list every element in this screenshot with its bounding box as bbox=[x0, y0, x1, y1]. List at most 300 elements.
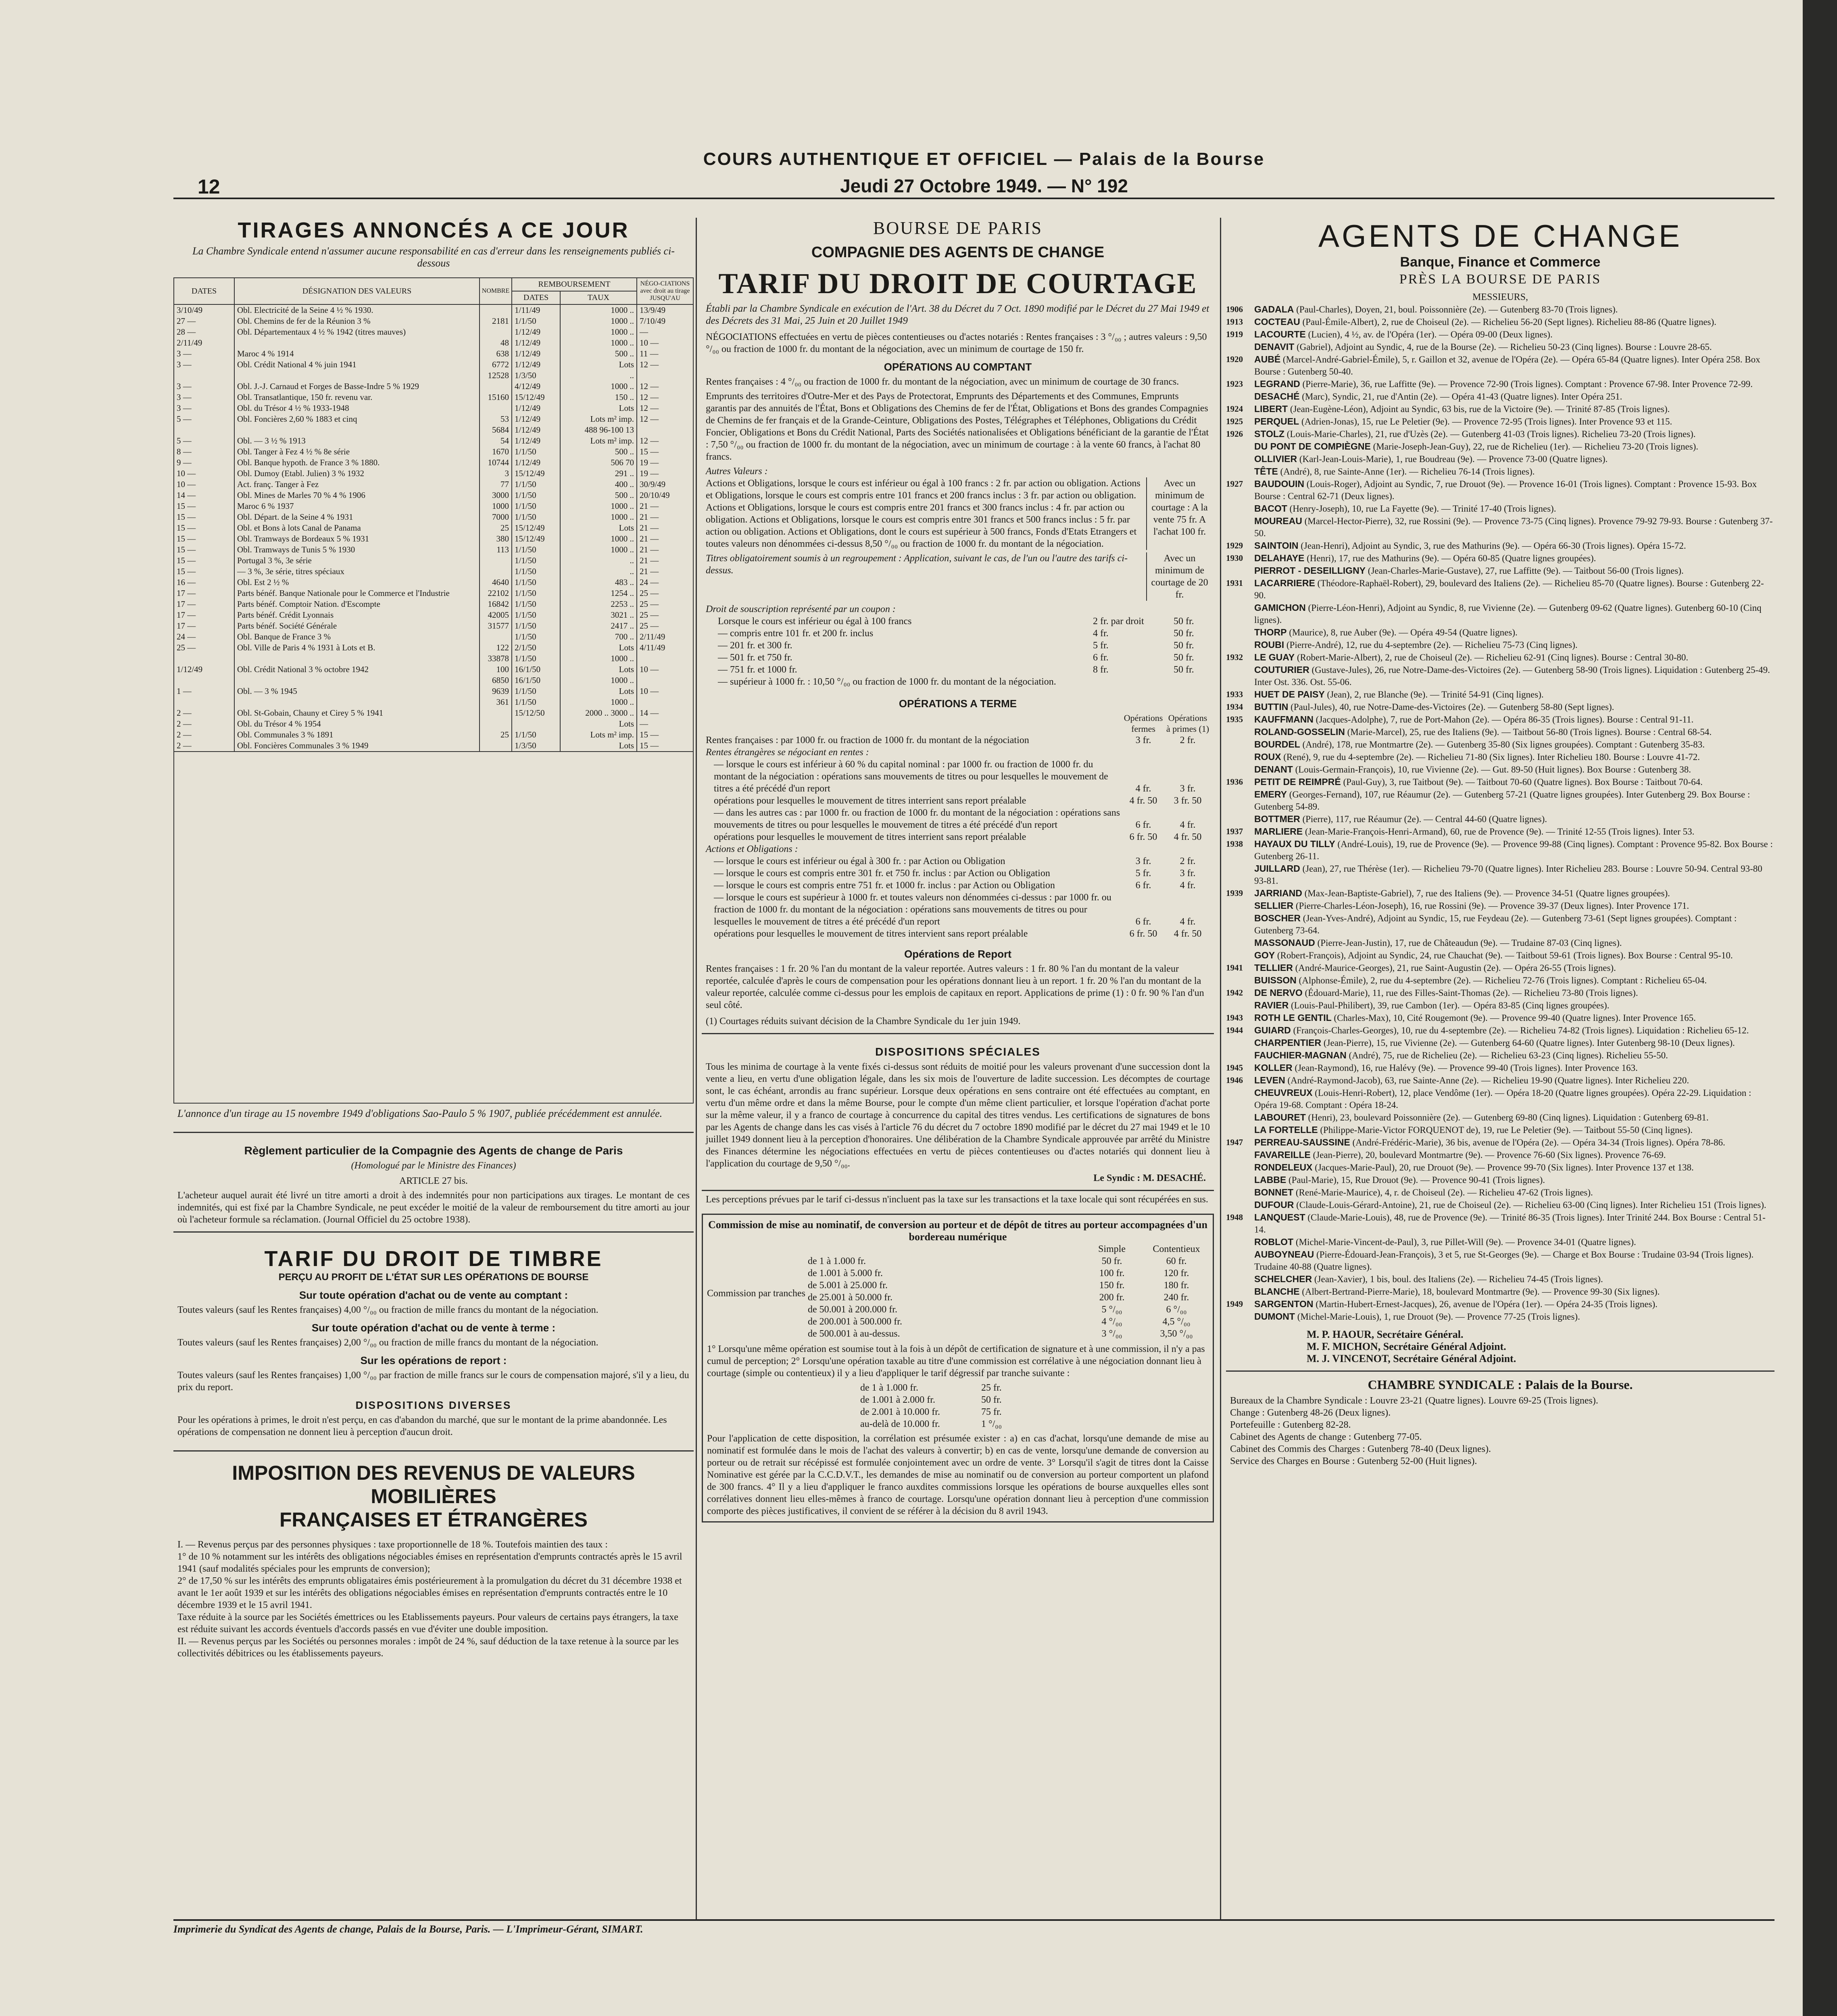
agent-entry bbox=[1226, 502, 1774, 515]
agent-details: (Pierre-Léon-Henri), Adjoint au Syndic, 8, rue Vivienne (2e). — Gutenberg 09-62 (Quatre lignes). Gutenberg 60-10 (Cinq lignes). bbox=[1254, 603, 1762, 625]
agent-body bbox=[1254, 1087, 1774, 1111]
table-row bbox=[174, 523, 693, 533]
agent-body bbox=[1254, 1186, 1593, 1199]
agent-name: BACOT bbox=[1254, 503, 1287, 514]
degressif-row bbox=[860, 1394, 1209, 1406]
agent-name: BUISSON bbox=[1254, 975, 1297, 985]
agent-year bbox=[1226, 1161, 1254, 1174]
tariff-ferme: 6 fr. bbox=[1135, 820, 1151, 830]
agent-entry bbox=[1226, 788, 1774, 813]
reglement-title: Règlement particulier de la Compagnie des Agents de change de Paris bbox=[244, 1144, 623, 1157]
agent-year bbox=[1226, 937, 1254, 949]
agent-year: 1949 bbox=[1226, 1299, 1243, 1309]
agent-name: STOLZ bbox=[1254, 429, 1284, 439]
timbre-s4: DISPOSITIONS DIVERSES bbox=[355, 1399, 512, 1411]
row-nombre: 361 bbox=[480, 697, 512, 708]
page-edge bbox=[1803, 0, 1837, 2016]
commission-simple: 100 fr. bbox=[1099, 1268, 1125, 1279]
row-remb-taux: 1254 .. bbox=[560, 588, 637, 599]
timbre-title: TARIF DU DROIT DE TIMBRE bbox=[264, 1247, 603, 1271]
agent-details: (Pierre-Marie), 36, rue Laffitte (9e). — Provence 72-90 (Trois lignes). Comptant : Provence 67-98. Inter Provence 72-99. bbox=[1302, 379, 1753, 389]
agent-details: (Michel-Marie-Louis), 1, rue Drouot (9e). — Provence 77-25 (Trois lignes). bbox=[1297, 1312, 1580, 1322]
agent-entry bbox=[1226, 962, 1774, 974]
agent-details: (Jean-Yves-André), Adjoint au Syndic, 15, rue Feydeau (2e). — Gutenberg 73-61 (Sept lignes groupées). Comptant : Gutenberg 73-64. bbox=[1254, 913, 1737, 935]
souscription-label: — 751 fr. et 1000 fr. bbox=[718, 664, 797, 675]
row-nombre: 22102 bbox=[480, 588, 512, 599]
agent-year bbox=[1226, 900, 1254, 912]
agent-details: (Jean-Pierre), 15, rue Vivienne (2e). — Gutenberg 64-60 (Quatre lignes). Inter Gutenberg 98-10 (Deux lignes). bbox=[1323, 1038, 1735, 1048]
agent-body bbox=[1254, 1062, 1638, 1074]
row-date: 2 — bbox=[174, 740, 234, 752]
row-nombre: 31577 bbox=[480, 621, 512, 631]
agent-name: COCTEAU bbox=[1254, 317, 1300, 327]
table-row bbox=[174, 414, 693, 425]
row-remb-date: 1/1/50 bbox=[512, 501, 560, 512]
agent-details: (Maurice), 8, rue Auber (9e). — Opéra 49-54 (Quatre lignes). bbox=[1289, 627, 1518, 637]
agent-body bbox=[1254, 626, 1518, 639]
row-date: 3 — bbox=[174, 348, 234, 359]
agent-entry bbox=[1226, 738, 1774, 751]
agent-name: SELLIER bbox=[1254, 900, 1294, 911]
row-designation: Act. franç. Tanger à Fez bbox=[234, 479, 480, 490]
row-negociation: 15 — bbox=[637, 446, 693, 457]
table-row bbox=[174, 577, 693, 588]
row-remb-date: 15/12/49 bbox=[512, 392, 560, 403]
table-row bbox=[174, 686, 693, 697]
agent-details: (André), 178, rue Montmartre (2e). — Gutenberg 35-80 (Six lignes groupées). Comptant : Gutenberg 35-83. bbox=[1302, 739, 1705, 750]
row-nombre bbox=[480, 403, 512, 414]
souscription-row bbox=[718, 615, 1210, 627]
row-remb-date: 1/1/50 bbox=[512, 544, 560, 555]
agent-year bbox=[1226, 999, 1254, 1012]
agent-entry bbox=[1226, 1248, 1774, 1273]
agent-details: (Pierre-Charles-Léon-Joseph), 16, rue Rossini (9e). — Provence 39-37 (Deux lignes). Inter Provence 171. bbox=[1295, 901, 1689, 911]
row-designation: Obl. Chemins de fer de la Réunion 3 % bbox=[234, 316, 480, 327]
table-row bbox=[174, 490, 693, 501]
row-date: 17 — bbox=[174, 621, 234, 631]
agent-name: LIBERT bbox=[1254, 404, 1288, 414]
row-nombre bbox=[480, 304, 512, 316]
timbre-s3: Sur les opérations de report : bbox=[360, 1354, 507, 1366]
comptant-title: OPÉRATIONS AU COMPTANT bbox=[884, 361, 1032, 373]
row-date bbox=[174, 697, 234, 708]
agent-name: ROLAND-GOSSELIN bbox=[1254, 727, 1345, 737]
agent-name: BUTTIN bbox=[1254, 702, 1289, 712]
agent-body bbox=[1254, 1298, 1658, 1310]
agent-year: 1920 bbox=[1226, 354, 1243, 364]
agent-name: SCHELCHER bbox=[1254, 1274, 1312, 1284]
autres-text: Actions et Obligations, lorsque le cours est inférieur ou égal à 100 francs : 2 fr. par action ou obligation. Actions et Obligations, lorsque le cours est compris entre 101 francs et 200 francs inclus : 3 fr. par action ou obligation. Actions et Obligations, lorsque le cours est compris entre 201 francs et 300 francs inclus : 4 fr. par action ou obligation. Actions et Obligations, lorsque le cours est compris entre 301 francs et 500 francs inclus : 5 fr. par action ou obligation. Actions et Obligations, dont le cours est supérieur à 500 francs, Fonds d'Etats Etrangers et toutes valeurs non dénommées ci-dessus 8,50 °/₀₀ ou fraction de 1000 fr. du montant de la négociation. bbox=[706, 478, 1141, 549]
agent-body bbox=[1254, 328, 1553, 341]
agent-details: (Jean-Eugène-Léon), Adjoint au Syndic, 63 bis, rue de la Victoire (9e). — Trinité 87-85 (Trois lignes). bbox=[1290, 404, 1670, 414]
commission-contentieux: 180 fr. bbox=[1164, 1280, 1189, 1291]
timbre-s2: Sur toute opération d'achat ou de vente à terme : bbox=[311, 1322, 556, 1334]
row-remb-taux: 1000 .. bbox=[560, 653, 637, 664]
agent-name: DELAHAYE bbox=[1254, 553, 1305, 563]
tariff-prime: 3 fr. bbox=[1180, 783, 1196, 794]
agent-name: DENAVIT bbox=[1254, 342, 1295, 352]
agent-body bbox=[1254, 1049, 1668, 1062]
agent-year bbox=[1226, 564, 1254, 577]
agent-name: BLANCHE bbox=[1254, 1286, 1300, 1297]
tariff-ferme: 6 fr. bbox=[1135, 916, 1151, 927]
agent-entry bbox=[1226, 701, 1774, 713]
degressif-value: 1 °/₀₀ bbox=[981, 1419, 1002, 1429]
row-remb-taux: 1000 .. bbox=[560, 304, 637, 316]
agent-entry bbox=[1226, 900, 1774, 912]
agent-body bbox=[1254, 887, 1670, 900]
timbre-t2: Toutes valeurs (sauf les Rentes françaises) 2,00 °/₀₀ ou fraction de mille francs du montant de la négociation. bbox=[177, 1337, 598, 1348]
tariff-row bbox=[706, 879, 1210, 891]
titres-oblig: Titres obligatoirement soumis à un regroupement : Application, suivant le cas, de l'un ou l'autre des tarifs ci-dessus. bbox=[706, 553, 1128, 576]
agent-name: ROTH LE GENTIL bbox=[1254, 1012, 1332, 1023]
agent-body bbox=[1254, 862, 1774, 887]
syndic-signature: Le Syndic : M. DESACHÉ. bbox=[1093, 1173, 1206, 1183]
row-designation: Maroc 6 % 1937 bbox=[234, 501, 480, 512]
row-nombre: 42005 bbox=[480, 610, 512, 621]
agent-body bbox=[1254, 1285, 1660, 1298]
row-nombre: 15160 bbox=[480, 392, 512, 403]
agent-name: COUTURIER bbox=[1254, 664, 1309, 675]
courtage-footnote: (1) Courtages réduits suivant décision de la Chambre Syndicale du 1er juin 1949. bbox=[706, 1016, 1021, 1027]
agent-name: PERREAU-SAUSSINE bbox=[1254, 1137, 1350, 1148]
agent-name: SARGENTON bbox=[1254, 1299, 1314, 1309]
row-nombre: 7000 bbox=[480, 512, 512, 523]
souscription-minimum bbox=[1174, 676, 1210, 688]
agent-body bbox=[1254, 1161, 1694, 1174]
agent-name: GOY bbox=[1254, 950, 1275, 960]
row-nombre: 4640 bbox=[480, 577, 512, 588]
agent-year bbox=[1226, 1199, 1254, 1211]
tariff-prime: 4 fr. 50 bbox=[1174, 929, 1202, 939]
agent-details: (Marc), Syndic, 21, rue d'Antin (2e). — Opéra 41-43 (Quatre lignes). Inter Opéra 251. bbox=[1302, 392, 1622, 402]
row-date: 10 — bbox=[174, 479, 234, 490]
agent-details: (Pierre-André), 12, rue du 4-septembre (2e). — Richelieu 75-73 (Cinq lignes). bbox=[1286, 640, 1578, 650]
row-remb-date: 1/1/50 bbox=[512, 588, 560, 599]
agent-entry bbox=[1226, 403, 1774, 415]
actions-title: Actions et Obligations : bbox=[706, 844, 798, 854]
agent-entry bbox=[1226, 763, 1774, 776]
agent-name: FAUCHIER-MAGNAN bbox=[1254, 1050, 1347, 1060]
agent-details: (Paul-Jules), 40, rue Notre-Dame-des-Victoires (2e). — Gutenberg 58-80 (Sept lignes). bbox=[1291, 702, 1614, 712]
souscription-label: — compris entre 101 fr. et 200 fr. inclus bbox=[718, 628, 874, 639]
row-remb-taux: 2000 .. 3000 .. bbox=[560, 708, 637, 719]
agent-entry bbox=[1226, 1236, 1774, 1248]
agent-year bbox=[1226, 1174, 1254, 1186]
row-remb-taux: Lots bbox=[560, 403, 637, 414]
row-designation: Obl. Départementaux 4 ½ % 1942 (titres mauves) bbox=[234, 327, 480, 337]
table-row bbox=[174, 555, 693, 566]
row-remb-taux: 488 96-100 13 bbox=[560, 425, 637, 435]
row-nombre bbox=[480, 740, 512, 752]
courtage-intro: Établi par la Chambre Syndicale en exécution de l'Art. 38 du Décret du 7 Oct. 1890 modifié par le Décret du 27 Mai 1949 et des Décrets des 31 Mai, 25 Juin et 20 Juillet 1949 bbox=[706, 303, 1209, 326]
agent-details: (Michel-Marie-Vincent-de-Paul), 3, rue Pillet-Will (9e). — Provence 34-01 (Quatre lignes). bbox=[1295, 1237, 1636, 1247]
row-remb-date: 1/1/50 bbox=[512, 490, 560, 501]
degressif-row bbox=[860, 1382, 1209, 1394]
agent-entry bbox=[1226, 415, 1774, 428]
row-remb-date: 1/1/50 bbox=[512, 621, 560, 631]
row-date: 2/11/49 bbox=[174, 337, 234, 348]
agent-name: DE NERVO bbox=[1254, 987, 1303, 998]
row-remb-date: 1/12/49 bbox=[512, 457, 560, 468]
agent-details: (Philippe-Marie-Victor FORQUENOT de), 19, rue Le Peletier (9e). — Taitbout 55-50 (Cinq lignes). bbox=[1320, 1125, 1693, 1135]
row-nombre: 638 bbox=[480, 348, 512, 359]
agent-entry bbox=[1226, 912, 1774, 937]
row-negociation: 21 — bbox=[637, 512, 693, 523]
agent-details: (Marie-Joseph-Jean-Guy), 22, rue de Richelieu (1er). — Richelieu 73-20 (Trois lignes). bbox=[1373, 442, 1699, 452]
agent-name: ROBLOT bbox=[1254, 1237, 1294, 1247]
row-designation: Obl. Transatlantique, 150 fr. revenu var. bbox=[234, 392, 480, 403]
agent-name: EMERY bbox=[1254, 789, 1287, 800]
souscription-minimum: 50 fr. bbox=[1174, 640, 1194, 651]
chambre-line: Cabinet des Agents de change : Gutenberg 77-05. bbox=[1230, 1432, 1422, 1442]
row-designation: Parts bénéf. Crédit Lyonnais bbox=[234, 610, 480, 621]
row-negociation: 7/10/49 bbox=[637, 316, 693, 327]
row-remb-date: 1/12/49 bbox=[512, 414, 560, 425]
agent-body bbox=[1254, 539, 1686, 552]
speciales-title: DISPOSITIONS SPÉCIALES bbox=[875, 1045, 1040, 1058]
imposition-p1: I. — Revenus perçus par des personnes physiques : taxe proportionnelle de 18 %. Toutefois maintien des taux : bbox=[177, 1539, 608, 1550]
tariff-label: — lorsque le cours est inférieur ou égal à 300 fr. : par Action ou Obligation bbox=[714, 856, 1005, 866]
row-negociation: 10 — bbox=[637, 337, 693, 348]
row-date: 17 — bbox=[174, 610, 234, 621]
table-row bbox=[174, 544, 693, 555]
commission-col1: Simple bbox=[1098, 1244, 1126, 1254]
agent-name: LE GUAY bbox=[1254, 652, 1295, 662]
row-designation: Obl. Foncières Communales 3 % 1949 bbox=[234, 740, 480, 752]
souscription-row bbox=[718, 652, 1210, 664]
row-date: 15 — bbox=[174, 512, 234, 523]
table-row bbox=[174, 501, 693, 512]
row-designation: Maroc 4 % 1914 bbox=[234, 348, 480, 359]
row-designation: Obl. Banque de France 3 % bbox=[234, 631, 480, 642]
row-nombre bbox=[480, 327, 512, 337]
row-remb-taux: Lots m² imp. bbox=[560, 729, 637, 740]
row-negociation: 21 — bbox=[637, 523, 693, 533]
agent-name: THORP bbox=[1254, 627, 1287, 637]
souscription-value: 2 fr. par droit bbox=[1093, 616, 1144, 627]
row-date: 15 — bbox=[174, 566, 234, 577]
timbre-subtitle: PERÇU AU PROFIT DE L'ÉTAT SUR LES OPÉRATIONS DE BOURSE bbox=[278, 1272, 589, 1283]
agent-year: 1942 bbox=[1226, 988, 1243, 998]
agent-year: 1932 bbox=[1226, 652, 1243, 662]
agent-year bbox=[1226, 626, 1254, 639]
col-designation: DÉSIGNATION DES VALEURS bbox=[234, 278, 480, 304]
souscription-row bbox=[718, 664, 1210, 676]
agent-year bbox=[1226, 390, 1254, 403]
agent-details: (Louis-Roger), Adjoint au Syndic, 7, rue Drouot (9e). — Provence 16-01 (Trois lignes). Comptant : Provence 15-93. Box Bourse : Central 62-71 (Deux lignes). bbox=[1254, 479, 1757, 501]
agent-entry bbox=[1226, 987, 1774, 999]
col-dates: DATES bbox=[174, 278, 234, 304]
souscription-minimum: 50 fr. bbox=[1174, 628, 1194, 639]
row-remb-date: 1/1/50 bbox=[512, 610, 560, 621]
row-remb-taux: 1000 .. bbox=[560, 337, 637, 348]
agent-details: (Jean-Pierre), 20, boulevard Montmartre (9e). — Provence 76-60 (Six lignes). Provence 76-69. bbox=[1313, 1150, 1666, 1160]
agent-details: (Jean-Charles-Marie-Gustave), 27, rue Laffitte (9e). — Taitbout 56-00 (Trois lignes). bbox=[1368, 566, 1684, 576]
table-row bbox=[174, 719, 693, 729]
agent-details: (André), 75, rue de Richelieu (2e). — Richelieu 63-23 (Cinq lignes). Richelieu 55-50. bbox=[1349, 1050, 1668, 1060]
tariff-row bbox=[706, 891, 1210, 928]
agent-year bbox=[1226, 949, 1254, 962]
agent-year bbox=[1226, 465, 1254, 478]
agent-entry bbox=[1226, 1074, 1774, 1087]
row-date bbox=[174, 675, 234, 686]
row-nombre: 3 bbox=[480, 468, 512, 479]
commission-row bbox=[808, 1304, 1209, 1316]
agent-year: 1938 bbox=[1226, 839, 1243, 849]
row-nombre: 1000 bbox=[480, 501, 512, 512]
chambre-line: Service des Charges en Bourse : Gutenberg 52-00 (Huit lignes). bbox=[1230, 1456, 1477, 1466]
agent-name: GUIARD bbox=[1254, 1025, 1291, 1035]
agent-body bbox=[1254, 564, 1684, 577]
agent-body bbox=[1254, 453, 1608, 465]
row-remb-date: 1/1/50 bbox=[512, 566, 560, 577]
agent-year bbox=[1226, 453, 1254, 465]
tariff-row bbox=[706, 831, 1210, 843]
agent-year: 1939 bbox=[1226, 888, 1243, 898]
agent-name: DUFOUR bbox=[1254, 1200, 1294, 1210]
agent-entry bbox=[1226, 478, 1774, 502]
agent-name: ROUX bbox=[1254, 752, 1281, 762]
agent-details: (Jacques-Adolphe), 7, rue de Port-Mahon (2e). — Opéra 86-35 (Trois lignes). Bourse : Central 91-11. bbox=[1316, 714, 1694, 725]
table-row bbox=[174, 729, 693, 740]
row-remb-taux: 1000 .. bbox=[560, 381, 637, 392]
row-remb-taux: 506 70 bbox=[560, 457, 637, 468]
agent-entry bbox=[1226, 664, 1774, 688]
minimum-note: Avec un minimum de courtage : A la vente 75 fr. A l'achat 100 fr. bbox=[1146, 477, 1210, 550]
agent-entry bbox=[1226, 564, 1774, 577]
row-remb-date bbox=[512, 719, 560, 729]
commission-contentieux: 240 fr. bbox=[1164, 1292, 1189, 1303]
row-remb-taux: 1000 .. bbox=[560, 512, 637, 523]
table-row bbox=[174, 403, 693, 414]
tariff-label: — lorsque le cours est supérieur à 1000 fr. et toutes valeurs non dénommées ci-dessus : par 1000 fr. ou fraction de 1000 fr. du montant de la négociation : opérations sans mouvements de titres ou pour lesquelles le mouvement de titres a été précédé d'un report bbox=[714, 892, 1111, 927]
agent-entry bbox=[1226, 1186, 1774, 1199]
row-remb-date: 1/1/50 bbox=[512, 555, 560, 566]
table-row bbox=[174, 327, 693, 337]
row-date: 2 — bbox=[174, 708, 234, 719]
row-nombre: 12528 bbox=[480, 370, 512, 381]
agent-year bbox=[1226, 726, 1254, 738]
row-nombre: 6850 bbox=[480, 675, 512, 686]
row-remb-date: 1/3/50 bbox=[512, 370, 560, 381]
commission-row bbox=[808, 1279, 1209, 1291]
row-date: 15 — bbox=[174, 544, 234, 555]
terme-rentes-v1: 3 fr. bbox=[1135, 735, 1151, 746]
table-row bbox=[174, 359, 693, 370]
tariff-ferme: 5 fr. bbox=[1135, 868, 1151, 879]
agent-year: 1933 bbox=[1226, 689, 1243, 699]
footer-imprint: Imprimerie du Syndicat des Agents de change, Palais de la Bourse, Paris. — L'Imprimeur-Gérant, SIMART. bbox=[173, 1923, 643, 1935]
row-remb-taux: .. bbox=[560, 370, 637, 381]
reglement-text: L'acheteur auquel aurait été livré un titre amorti a droit à des indemnités pour non participations aux tirages. Le montant de ces indemnités, qui est fixé par la Chambre Syndicale, ne peut excéder le moitié de la valeur de remboursement du titre amorti au jour où l'acheteur formule sa réclamation. (Journal Officiel du 25 octobre 1938). bbox=[177, 1190, 690, 1225]
col-remboursement: REMBOURSEMENT bbox=[512, 278, 637, 291]
table-row bbox=[174, 425, 693, 435]
agent-name: MOUREAU bbox=[1254, 516, 1302, 526]
agent-details: (André), 8, rue Sainte-Anne (1er). — Richelieu 76-14 (Trois lignes). bbox=[1280, 467, 1535, 477]
agent-details: (Pierre-Édouard-Jean-François), 3 et 5, rue St-Georges (9e). — Charge et Box Bourse : Trudaine 03-94 (Trois lignes). Trudaine 40-88 (Quatre lignes). bbox=[1254, 1250, 1754, 1272]
row-negociation: 25 — bbox=[637, 599, 693, 610]
tirages-subtitle: La Chambre Syndicale entend n'assumer aucune responsabilité en cas d'erreur dans les renseignements publiés ci-dessous bbox=[192, 245, 675, 269]
page-header bbox=[186, 149, 1783, 199]
chambre-line: Bureaux de la Chambre Syndicale : Louvre 23-21 (Quatre lignes). Louvre 69-25 (Trois lignes). bbox=[1230, 1395, 1598, 1406]
agent-details: (Louis-Marie-Charles), 21, rue d'Uzès (2e). — Gutenberg 41-03 (Trois lignes). Richelieu 73-20 (Trois lignes). bbox=[1287, 429, 1696, 439]
agent-details: (Claude-Marie-Louis), 48, rue de Provence (9e). — Trinité 86-35 (Trois lignes). Inter Trinité 244. Box Bourse : Central 51-14. bbox=[1254, 1212, 1766, 1235]
agent-name: RONDELEUX bbox=[1254, 1162, 1313, 1173]
row-designation bbox=[234, 425, 480, 435]
row-nombre: 122 bbox=[480, 642, 512, 653]
agent-body bbox=[1254, 1012, 1696, 1024]
agent-body bbox=[1254, 428, 1696, 440]
row-date bbox=[174, 370, 234, 381]
row-nombre: 3000 bbox=[480, 490, 512, 501]
row-date bbox=[174, 653, 234, 664]
row-nombre bbox=[480, 708, 512, 719]
degressif-range: au-delà de 10.000 fr. bbox=[860, 1419, 940, 1429]
agent-entry bbox=[1226, 539, 1774, 552]
col-remb-dates: DATES bbox=[512, 291, 560, 304]
souscription-title: Droit de souscription représenté par un coupon : bbox=[706, 604, 896, 614]
table-row bbox=[174, 533, 693, 544]
agent-entry bbox=[1226, 825, 1774, 838]
tirages-table bbox=[173, 277, 694, 752]
commission-range: de 1 à 1.000 fr. bbox=[808, 1256, 866, 1266]
agent-details: (Jean-Xavier), 1 bis, boul. des Italiens (2e). — Richelieu 74-45 (Trois lignes). bbox=[1314, 1274, 1603, 1284]
imposition-p2: 1° de 10 % notamment sur les intérêts des obligations négociables émises en représentation d'emprunts contractés après le 15 avril 1941 (sauf modalités spéciales pour les emprunts de conversion); bbox=[177, 1552, 682, 1574]
souscription-label: — 201 fr. et 300 fr. bbox=[718, 640, 792, 651]
agent-entry bbox=[1226, 838, 1774, 862]
degressif-value: 25 fr. bbox=[981, 1383, 1002, 1393]
agent-year bbox=[1226, 1310, 1254, 1323]
row-negociation: 19 — bbox=[637, 468, 693, 479]
agent-name: DESACHÉ bbox=[1254, 391, 1300, 402]
commission-simple: 3 °/₀₀ bbox=[1101, 1329, 1122, 1339]
agent-details: (Théodore-Raphaël-Robert), 29, boulevard des Italiens (2e). — Richelieu 85-70 (Quatre lignes). Bourse : Gutenberg 22-90. bbox=[1254, 578, 1764, 600]
commission-contentieux: 3,50 °/₀₀ bbox=[1160, 1329, 1193, 1339]
commission-contentieux: 120 fr. bbox=[1164, 1268, 1189, 1279]
row-negociation: 4/11/49 bbox=[637, 642, 693, 653]
tariff-ferme: 6 fr. 50 bbox=[1129, 832, 1157, 842]
row-designation: Obl. Communales 3 % 1891 bbox=[234, 729, 480, 740]
agent-year: 1930 bbox=[1226, 553, 1243, 563]
souscription-value bbox=[1093, 676, 1174, 688]
agent-entry bbox=[1226, 1037, 1774, 1049]
row-nombre: 1670 bbox=[480, 446, 512, 457]
row-remb-date: 1/12/49 bbox=[512, 348, 560, 359]
agent-year: 1925 bbox=[1226, 417, 1243, 426]
agent-entry bbox=[1226, 974, 1774, 987]
agent-name: CHEUVREUX bbox=[1254, 1087, 1313, 1098]
agent-body bbox=[1254, 403, 1670, 415]
agent-details: (Robert-Marie-Albert), 2, rue de Choiseul (2e). — Richelieu 62-91 (Cinq lignes). Bourse : Central 30-80. bbox=[1297, 652, 1689, 662]
commission-contentieux: 60 fr. bbox=[1166, 1256, 1187, 1266]
table-row bbox=[174, 566, 693, 577]
row-designation: Obl. Dumoy (Etabl. Julien) 3 % 1932 bbox=[234, 468, 480, 479]
agent-name: BOURDEL bbox=[1254, 739, 1300, 750]
agent-name: JARRIAND bbox=[1254, 888, 1302, 898]
agent-name: LA FORTELLE bbox=[1254, 1125, 1318, 1135]
souscription-minimum: 50 fr. bbox=[1174, 616, 1194, 627]
agent-entry bbox=[1226, 949, 1774, 962]
souscription-label: Lorsque le cours est inférieur ou égal à 100 francs bbox=[718, 616, 912, 627]
souscription-row bbox=[718, 627, 1210, 639]
agent-details: (Albert-Bertrand-Pierre-Marie), 18, boulevard Montmartre (9e). — Provence 99-30 (Six lignes). bbox=[1302, 1287, 1660, 1297]
agent-year: 1927 bbox=[1226, 479, 1243, 489]
row-date: 15 — bbox=[174, 523, 234, 533]
final-text: Pour l'application de cette disposition, la corrélation est présumée exister : a) en cas d'achat, lorsqu'une demande de mise au nominatif est formulée dans le mois de l'achat des valeurs à convertir; b) en cas de vente, lorsqu'une demande de conversion au porteur ou de retrait sur récépissé est formulée conjointement avec un ordre de vente. 3° Lorsqu'il s'agit de titres dont la Caisse Nominative est gérée par la C.C.D.V.T., les demandes de mise au nominatif ou de conversion au porteur comportent un plafond de 300 francs. 4° Il y a lieu d'appliquer le franco auxdites commissions lorsque les opérations de bourse auxquelles elles sont corrélatives donnent lieu elles-mêmes à franco de courtage. Lorsqu'une opération donnant lieu à perception d'une commission comporte des pièces justificatives, il convient de se référer à la décision du 8 avril 1943. bbox=[707, 1433, 1209, 1516]
tariff-row bbox=[706, 758, 1210, 795]
agent-body bbox=[1254, 1111, 1709, 1124]
